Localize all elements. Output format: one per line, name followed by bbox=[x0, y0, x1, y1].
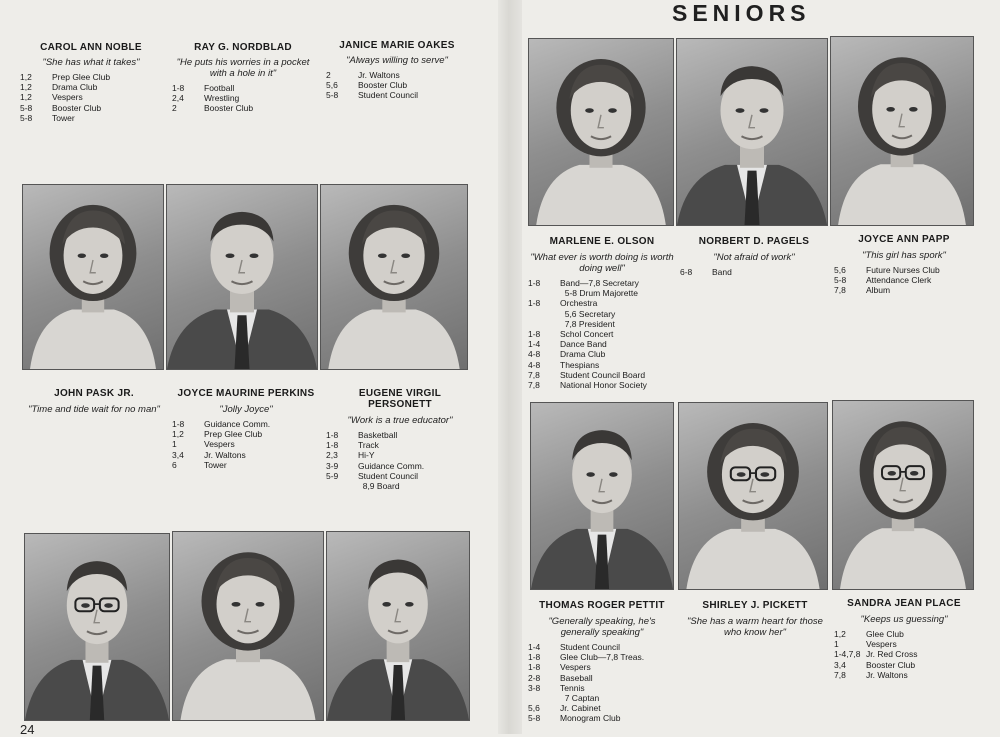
activity-label: Vespers bbox=[866, 639, 897, 650]
student-quote: "Generally speaking, he's generally speaking" bbox=[548, 616, 656, 638]
activity-row bbox=[834, 660, 974, 670]
activity-years: 6 bbox=[172, 459, 177, 470]
activity-label: Vespers bbox=[560, 662, 591, 673]
activity-label: Tower bbox=[52, 112, 75, 123]
activity-list bbox=[172, 83, 314, 114]
entry-joyce-perkins bbox=[172, 388, 320, 470]
entry-joyce-papp bbox=[834, 234, 974, 296]
activity-label: Vespers bbox=[52, 92, 83, 103]
activity-label: Student Council Board bbox=[560, 369, 646, 380]
activity-row bbox=[20, 82, 162, 92]
activity-label: Future Nurses Club bbox=[866, 265, 940, 275]
student-name: JOHN PASK JR. bbox=[54, 388, 134, 399]
activity-row bbox=[834, 670, 974, 680]
activity-years: 7,8 bbox=[834, 285, 846, 296]
student-name: JOYCE MAURINE PERKINS bbox=[177, 388, 315, 399]
activity-label: National Honor Society bbox=[560, 380, 647, 391]
activity-years: 3,4 bbox=[172, 449, 184, 460]
portrait-silhouette bbox=[531, 403, 673, 589]
activity-label: Attendance Clerk bbox=[866, 275, 932, 286]
activity-label: Glee Club bbox=[866, 629, 904, 639]
activity-list bbox=[528, 642, 676, 724]
student-name: THOMAS ROGER PETTIT bbox=[539, 600, 665, 611]
activity-years: 1-8 bbox=[528, 278, 541, 288]
portrait-photo-eugene-personett bbox=[320, 184, 468, 370]
activity-label: Student Council 8,9 Board bbox=[358, 470, 419, 492]
activity-years: 1,2 bbox=[20, 92, 32, 103]
activity-years: 1,2 bbox=[20, 82, 32, 93]
activity-label: Booster Club bbox=[204, 103, 254, 114]
portrait-photo-bottom-left-1 bbox=[24, 533, 170, 721]
student-quote: "Not afraid of work" bbox=[713, 252, 795, 263]
activity-label: Prep Glee Club bbox=[52, 72, 111, 82]
activity-row bbox=[680, 267, 828, 277]
activity-years: 1,2 bbox=[834, 629, 846, 639]
activity-years: 5-8 bbox=[326, 90, 339, 101]
portrait-photo-bottom-left-2 bbox=[172, 531, 324, 721]
activity-years: 4-8 bbox=[528, 349, 541, 360]
activity-row bbox=[528, 370, 676, 380]
activity-row bbox=[172, 450, 320, 460]
activity-row bbox=[528, 278, 676, 298]
activity-row bbox=[528, 349, 676, 359]
student-quote: "Keeps us guessing" bbox=[860, 614, 948, 625]
activity-list bbox=[834, 629, 974, 680]
activity-years: 3-9 bbox=[326, 460, 339, 471]
activity-years: 2-8 bbox=[528, 672, 541, 683]
entry-shirley-pickett bbox=[682, 600, 828, 642]
activity-years: 1,2 bbox=[172, 429, 184, 440]
activity-label: Jr. Waltons bbox=[358, 70, 400, 80]
portrait-silhouette bbox=[23, 185, 163, 369]
entry-carol-noble bbox=[20, 42, 162, 123]
activity-row bbox=[834, 629, 974, 639]
activity-years: 1-8 bbox=[172, 83, 185, 93]
activity-years: 1-8 bbox=[326, 440, 339, 451]
activity-row bbox=[528, 329, 676, 339]
activity-list bbox=[172, 419, 320, 470]
student-quote: "She has what it takes" bbox=[42, 57, 140, 68]
activity-years: 1 bbox=[172, 439, 177, 450]
student-quote: "What ever is worth doing is worth doing well" bbox=[530, 252, 674, 274]
activity-row bbox=[326, 90, 468, 100]
activity-years: 1-4 bbox=[528, 339, 541, 350]
activity-row bbox=[528, 642, 676, 652]
activity-row bbox=[20, 72, 162, 82]
activity-row bbox=[528, 360, 676, 370]
page-gutter bbox=[498, 0, 522, 734]
activity-label: Band—7,8 Secretary 5-8 Drum Majorette bbox=[560, 278, 639, 299]
entry-norbert-pagels bbox=[680, 236, 828, 277]
portrait-photo-norbert-pagels bbox=[676, 38, 828, 226]
activity-years: 5-8 bbox=[20, 102, 33, 113]
activity-label: Vespers bbox=[204, 439, 235, 450]
activity-label: Schol Concert bbox=[560, 329, 614, 340]
activity-row bbox=[528, 703, 676, 713]
entry-eugene-personett bbox=[326, 388, 474, 491]
activity-label: Wrestling bbox=[204, 93, 240, 104]
activity-years: 2 bbox=[326, 70, 331, 80]
student-name: NORBERT D. PAGELS bbox=[698, 236, 810, 247]
student-name: JOYCE ANN PAPP bbox=[858, 234, 950, 245]
entry-thomas-pettit bbox=[528, 600, 676, 724]
student-quote: "Always willing to serve" bbox=[346, 55, 448, 66]
activity-years: 1-8 bbox=[172, 419, 185, 429]
activity-row bbox=[528, 298, 676, 329]
activity-label: Football bbox=[204, 83, 235, 93]
activity-label: Prep Glee Club bbox=[204, 429, 263, 440]
portrait-photo-joyce-perkins bbox=[166, 184, 318, 370]
activity-row bbox=[528, 339, 676, 349]
activity-list bbox=[20, 72, 162, 123]
portrait-silhouette bbox=[679, 403, 827, 589]
activity-row bbox=[834, 265, 974, 275]
portrait-silhouette bbox=[831, 37, 973, 225]
activity-years: 1-8 bbox=[528, 662, 541, 673]
activity-years: 7,8 bbox=[528, 380, 540, 391]
activity-label: Drama Club bbox=[560, 349, 606, 360]
activity-label: Guidance Comm. bbox=[358, 460, 425, 471]
activity-label: Orchestra 5,6 Secretary 7,8 President bbox=[560, 298, 616, 329]
portrait-photo-john-pask bbox=[22, 184, 164, 370]
activity-list bbox=[528, 278, 676, 390]
activity-row bbox=[326, 461, 474, 471]
activity-label: Booster Club bbox=[866, 659, 916, 670]
activity-label: Jr. Waltons bbox=[204, 449, 246, 460]
student-name: CAROL ANN NOBLE bbox=[40, 42, 142, 53]
activity-years: 5,6 bbox=[834, 265, 846, 275]
activity-label: Jr. Red Cross bbox=[866, 649, 918, 660]
activity-list bbox=[326, 70, 468, 101]
activity-years: 5,6 bbox=[528, 703, 540, 714]
activity-row bbox=[528, 713, 676, 723]
page-number: 24 bbox=[20, 722, 35, 737]
activity-row bbox=[172, 83, 314, 93]
activity-row bbox=[834, 649, 974, 659]
student-quote: "Jolly Joyce" bbox=[219, 404, 273, 415]
activity-label: Monogram Club bbox=[560, 713, 621, 724]
activity-row bbox=[20, 92, 162, 102]
student-quote: "This girl has spork" bbox=[862, 250, 946, 261]
entry-john-pask bbox=[24, 388, 164, 419]
activity-label: Baseball bbox=[560, 672, 593, 683]
activity-row bbox=[326, 80, 468, 90]
activity-years: 7,8 bbox=[834, 669, 846, 680]
activity-row bbox=[172, 419, 320, 429]
portrait-silhouette bbox=[677, 39, 827, 225]
activity-row bbox=[528, 683, 676, 703]
student-name: MARLENE E. OLSON bbox=[549, 236, 655, 247]
activity-years: 5,6 bbox=[326, 80, 338, 91]
activity-years: 1-8 bbox=[528, 298, 541, 309]
portrait-silhouette bbox=[327, 532, 469, 720]
portrait-silhouette bbox=[167, 185, 317, 369]
student-quote: "Work is a true educator" bbox=[347, 415, 453, 426]
activity-row bbox=[20, 103, 162, 113]
activity-label: Hi-Y bbox=[358, 450, 375, 461]
student-name: JANICE MARIE OAKES bbox=[339, 40, 455, 51]
activity-years: 1-8 bbox=[528, 652, 541, 663]
activity-years: 5-8 bbox=[528, 713, 541, 724]
student-name: EUGENE VIRGIL PERSONETT bbox=[358, 388, 442, 410]
portrait-silhouette bbox=[529, 39, 673, 225]
activity-years: 6-8 bbox=[680, 267, 693, 277]
activity-row bbox=[172, 429, 320, 439]
activity-label: Student Council bbox=[358, 90, 419, 101]
portrait-silhouette bbox=[173, 532, 323, 720]
activity-row bbox=[528, 380, 676, 390]
activity-years: 1-4 bbox=[528, 642, 541, 652]
activity-years: 2,4 bbox=[172, 93, 184, 104]
portrait-photo-joyce-papp bbox=[830, 36, 974, 226]
activity-row bbox=[834, 285, 974, 295]
portrait-photo-thomas-pettit bbox=[530, 402, 674, 590]
activity-list bbox=[326, 430, 474, 491]
activity-label: Guidance Comm. bbox=[204, 419, 271, 429]
activity-label: Tennis 7 Captan bbox=[560, 682, 600, 704]
activity-years: 7,8 bbox=[528, 369, 540, 380]
student-name: SHIRLEY J. PICKETT bbox=[702, 600, 808, 611]
portrait-silhouette bbox=[321, 185, 467, 369]
activity-years: 3,4 bbox=[834, 659, 846, 670]
activity-years: 2 bbox=[172, 103, 177, 114]
activity-label: Booster Club bbox=[52, 102, 102, 113]
activity-list bbox=[834, 265, 974, 296]
entry-sandra-place bbox=[834, 598, 974, 680]
activity-label: Thespians bbox=[560, 359, 600, 370]
portrait-photo-bottom-left-3 bbox=[326, 531, 470, 721]
activity-row bbox=[326, 471, 474, 491]
student-quote: "She has a warm heart for those who know her" bbox=[687, 616, 823, 638]
student-quote: "Time and tide wait for no man" bbox=[28, 404, 160, 415]
activity-years: 4-8 bbox=[528, 359, 541, 370]
activity-label: Jr. Cabinet bbox=[560, 703, 601, 714]
activity-row bbox=[528, 673, 676, 683]
activity-years: 5-8 bbox=[20, 112, 33, 123]
activity-row bbox=[172, 460, 320, 470]
activity-label: Track bbox=[358, 440, 379, 451]
activity-years: 1,2 bbox=[20, 72, 32, 82]
activity-years: 1-8 bbox=[528, 329, 541, 340]
entry-ray-nordblad bbox=[172, 42, 314, 114]
page-title: SENIORS bbox=[672, 0, 811, 26]
activity-row bbox=[172, 103, 314, 113]
activity-label: Band bbox=[712, 267, 732, 277]
entry-janice-oakes bbox=[326, 40, 468, 101]
activity-years: 1-4,7,8 bbox=[834, 649, 861, 660]
activity-row bbox=[326, 430, 474, 440]
activity-years: 2,3 bbox=[326, 450, 338, 461]
activity-years: 5-8 bbox=[834, 275, 847, 286]
activity-row bbox=[528, 662, 676, 672]
activity-years: 5-9 bbox=[326, 470, 339, 481]
activity-label: Album bbox=[866, 285, 891, 296]
portrait-silhouette bbox=[25, 534, 169, 720]
activity-label: Basketball bbox=[358, 430, 398, 440]
activity-row bbox=[20, 113, 162, 123]
activity-label: Glee Club—7,8 Treas. bbox=[560, 652, 645, 663]
activity-row bbox=[834, 275, 974, 285]
portrait-silhouette bbox=[833, 401, 973, 589]
activity-row bbox=[172, 439, 320, 449]
portrait-photo-sandra-place bbox=[832, 400, 974, 590]
student-name: RAY G. NORDBLAD bbox=[194, 42, 292, 53]
activity-label: Booster Club bbox=[358, 80, 408, 91]
activity-label: Jr. Waltons bbox=[866, 669, 908, 680]
activity-label: Drama Club bbox=[52, 82, 98, 93]
portrait-photo-marlene-olson bbox=[528, 38, 674, 226]
activity-row bbox=[326, 70, 468, 80]
activity-years: 1 bbox=[834, 639, 839, 650]
student-name: SANDRA JEAN PLACE bbox=[847, 598, 961, 609]
activity-label: Dance Band bbox=[560, 339, 607, 350]
activity-label: Student Council bbox=[560, 642, 621, 652]
activity-row bbox=[326, 450, 474, 460]
activity-row bbox=[528, 652, 676, 662]
activity-row bbox=[172, 93, 314, 103]
entry-marlene-olson bbox=[528, 236, 676, 390]
student-quote: "He puts his worries in a pocket with a hole in it" bbox=[176, 57, 310, 79]
activity-row bbox=[834, 639, 974, 649]
activity-years: 3-8 bbox=[528, 682, 541, 693]
portrait-photo-shirley-pickett bbox=[678, 402, 828, 590]
activity-years: 1-8 bbox=[326, 430, 339, 440]
activity-list bbox=[680, 267, 828, 277]
activity-label: Tower bbox=[204, 459, 227, 470]
activity-row bbox=[326, 440, 474, 450]
